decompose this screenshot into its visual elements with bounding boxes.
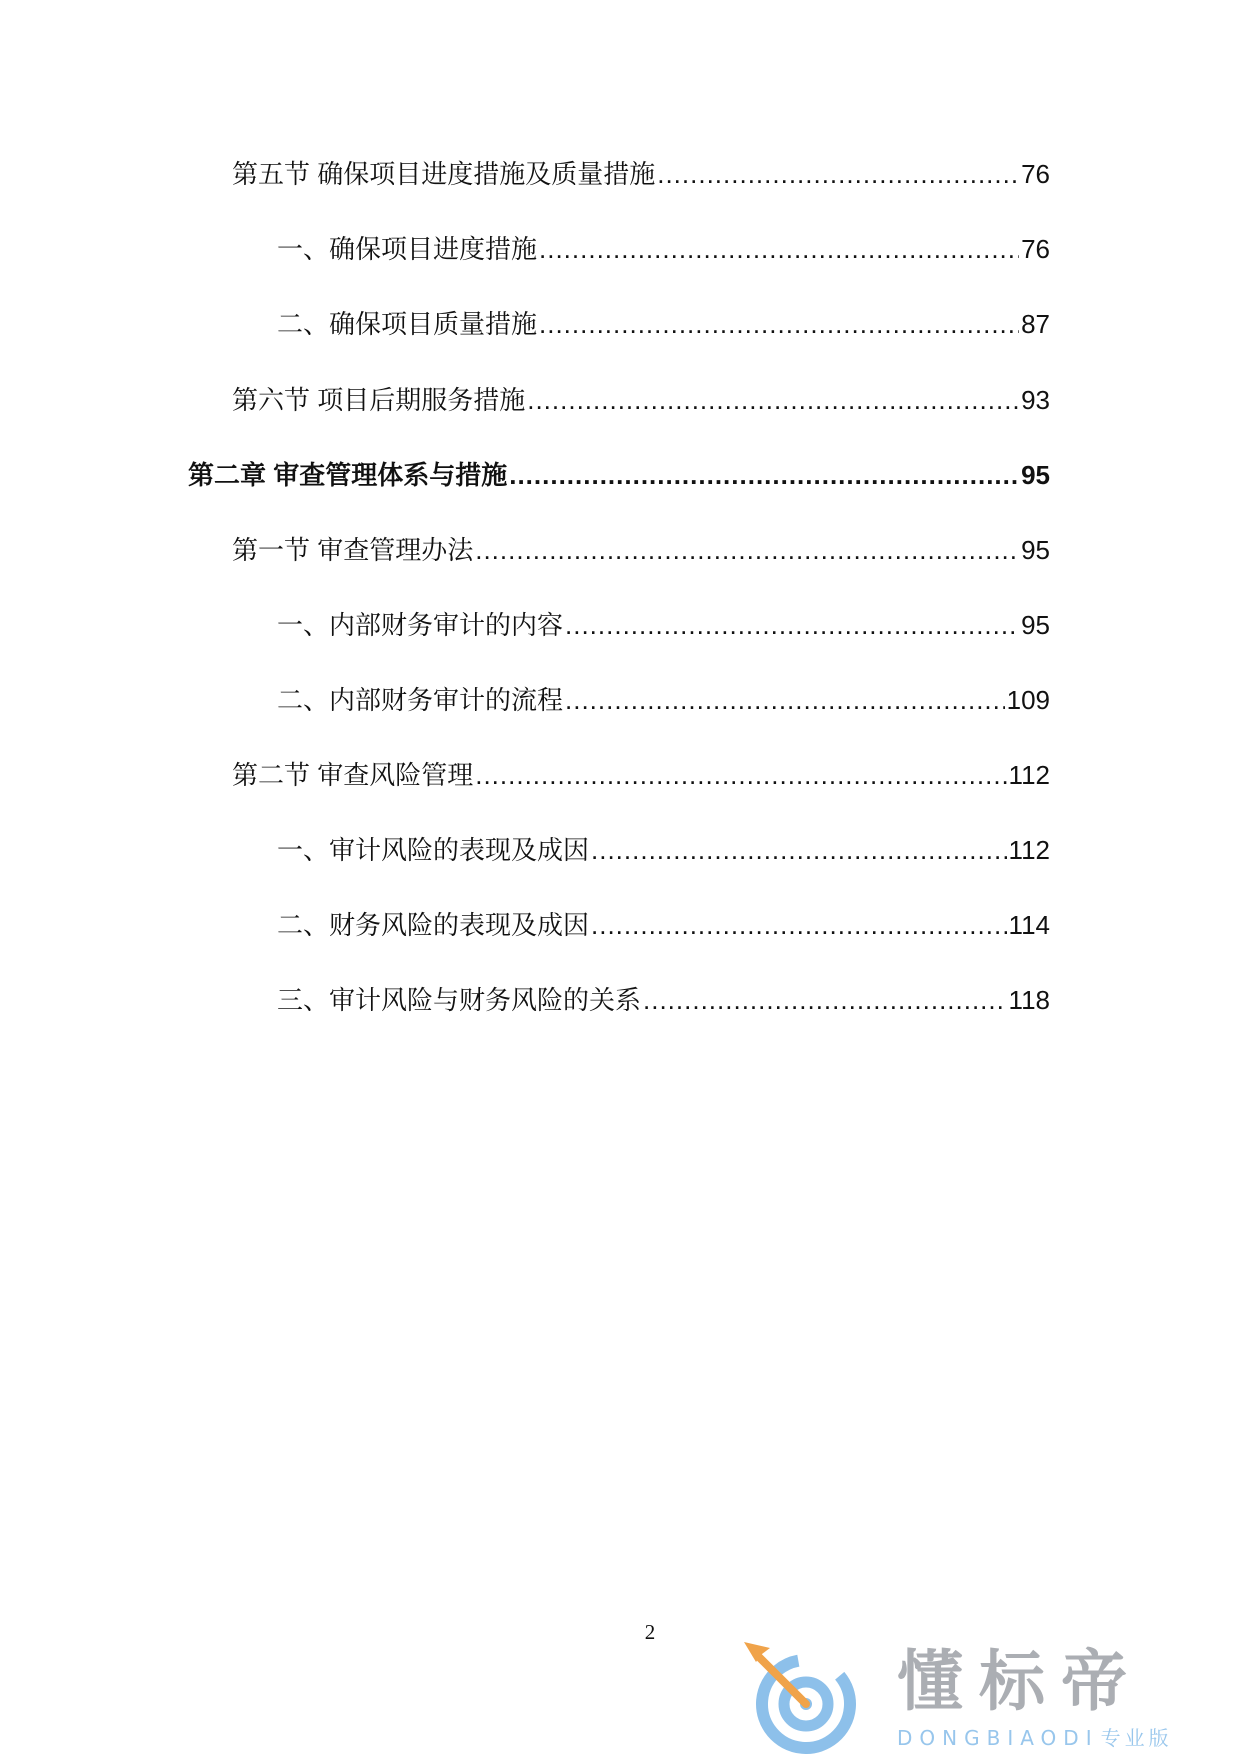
toc-leader-dots	[657, 157, 1019, 191]
watermark-edition: 专业版	[1100, 1726, 1173, 1750]
toc-entry[interactable]	[277, 833, 1050, 867]
toc-entry-page: 114	[1008, 910, 1050, 940]
toc-entry-title: 二、确保项目质量措施	[277, 309, 538, 339]
toc-leader-dots	[591, 908, 1007, 942]
target-logo-icon	[740, 1632, 870, 1754]
toc-entry-title: 二、内部财务审计的流程	[277, 685, 564, 715]
toc-entry[interactable]	[232, 157, 1050, 191]
toc-entry-page: 76	[1021, 159, 1050, 189]
toc-entry-page: 95	[1021, 610, 1050, 640]
toc-entry-page: 109	[1006, 685, 1050, 715]
toc-entry-page: 112	[1008, 835, 1050, 865]
watermark-brand-latin: DONGBIAODI	[897, 1726, 1099, 1750]
toc-entry-page: 95	[1021, 460, 1050, 490]
watermark	[740, 1632, 1210, 1754]
toc-entry-title: 一、审计风险的表现及成因	[277, 835, 590, 865]
toc-entry-page: 87	[1021, 309, 1050, 339]
toc-leader-dots	[527, 383, 1019, 417]
toc-leader-dots	[591, 833, 1007, 867]
toc-entry[interactable]	[277, 232, 1050, 266]
toc-leader-dots	[509, 458, 1019, 492]
toc-entry-title: 第一节 审查管理办法	[232, 535, 474, 565]
toc-entry-page: 76	[1021, 234, 1050, 264]
toc-entry-page: 93	[1021, 385, 1050, 415]
toc-entry-title: 第二节 审查风险管理	[232, 760, 474, 790]
toc-entry-page: 118	[1008, 985, 1050, 1015]
toc-leader-dots	[539, 232, 1019, 266]
toc-entry[interactable]	[277, 983, 1050, 1017]
toc-entry[interactable]	[232, 533, 1050, 567]
watermark-brand-title: 懂标帝	[897, 1643, 1143, 1720]
watermark-brand-subtitle	[897, 1726, 1173, 1750]
toc-entry-title: 第五节 确保项目进度措施及质量措施	[232, 159, 656, 189]
toc-leader-dots	[565, 683, 1005, 717]
toc-entry-title: 一、确保项目进度措施	[277, 234, 538, 264]
toc-entry-title: 第六节 项目后期服务措施	[232, 385, 526, 415]
toc-entry[interactable]	[232, 758, 1050, 792]
toc-entry[interactable]	[277, 908, 1050, 942]
toc-entry-page: 95	[1021, 535, 1050, 565]
toc-entry[interactable]	[277, 683, 1050, 717]
toc-entry-page: 112	[1008, 760, 1050, 790]
toc-entry-title: 一、内部财务审计的内容	[277, 610, 564, 640]
toc-entry[interactable]	[277, 608, 1050, 642]
toc-entry[interactable]	[277, 307, 1050, 341]
toc-entry-title: 三、审计风险与财务风险的关系	[277, 985, 642, 1015]
toc-entry-title: 第二章 审查管理体系与措施	[188, 460, 508, 490]
page-number: 2	[644, 1620, 656, 1644]
toc-entry[interactable]	[232, 383, 1050, 417]
toc-leader-dots	[539, 307, 1019, 341]
toc-entry-title: 二、财务风险的表现及成因	[277, 910, 590, 940]
toc-leader-dots	[475, 758, 1006, 792]
toc-leader-dots	[475, 533, 1019, 567]
toc-entry-chapter[interactable]	[188, 458, 1050, 492]
toc-leader-dots	[643, 983, 1007, 1017]
toc-leader-dots	[565, 608, 1019, 642]
